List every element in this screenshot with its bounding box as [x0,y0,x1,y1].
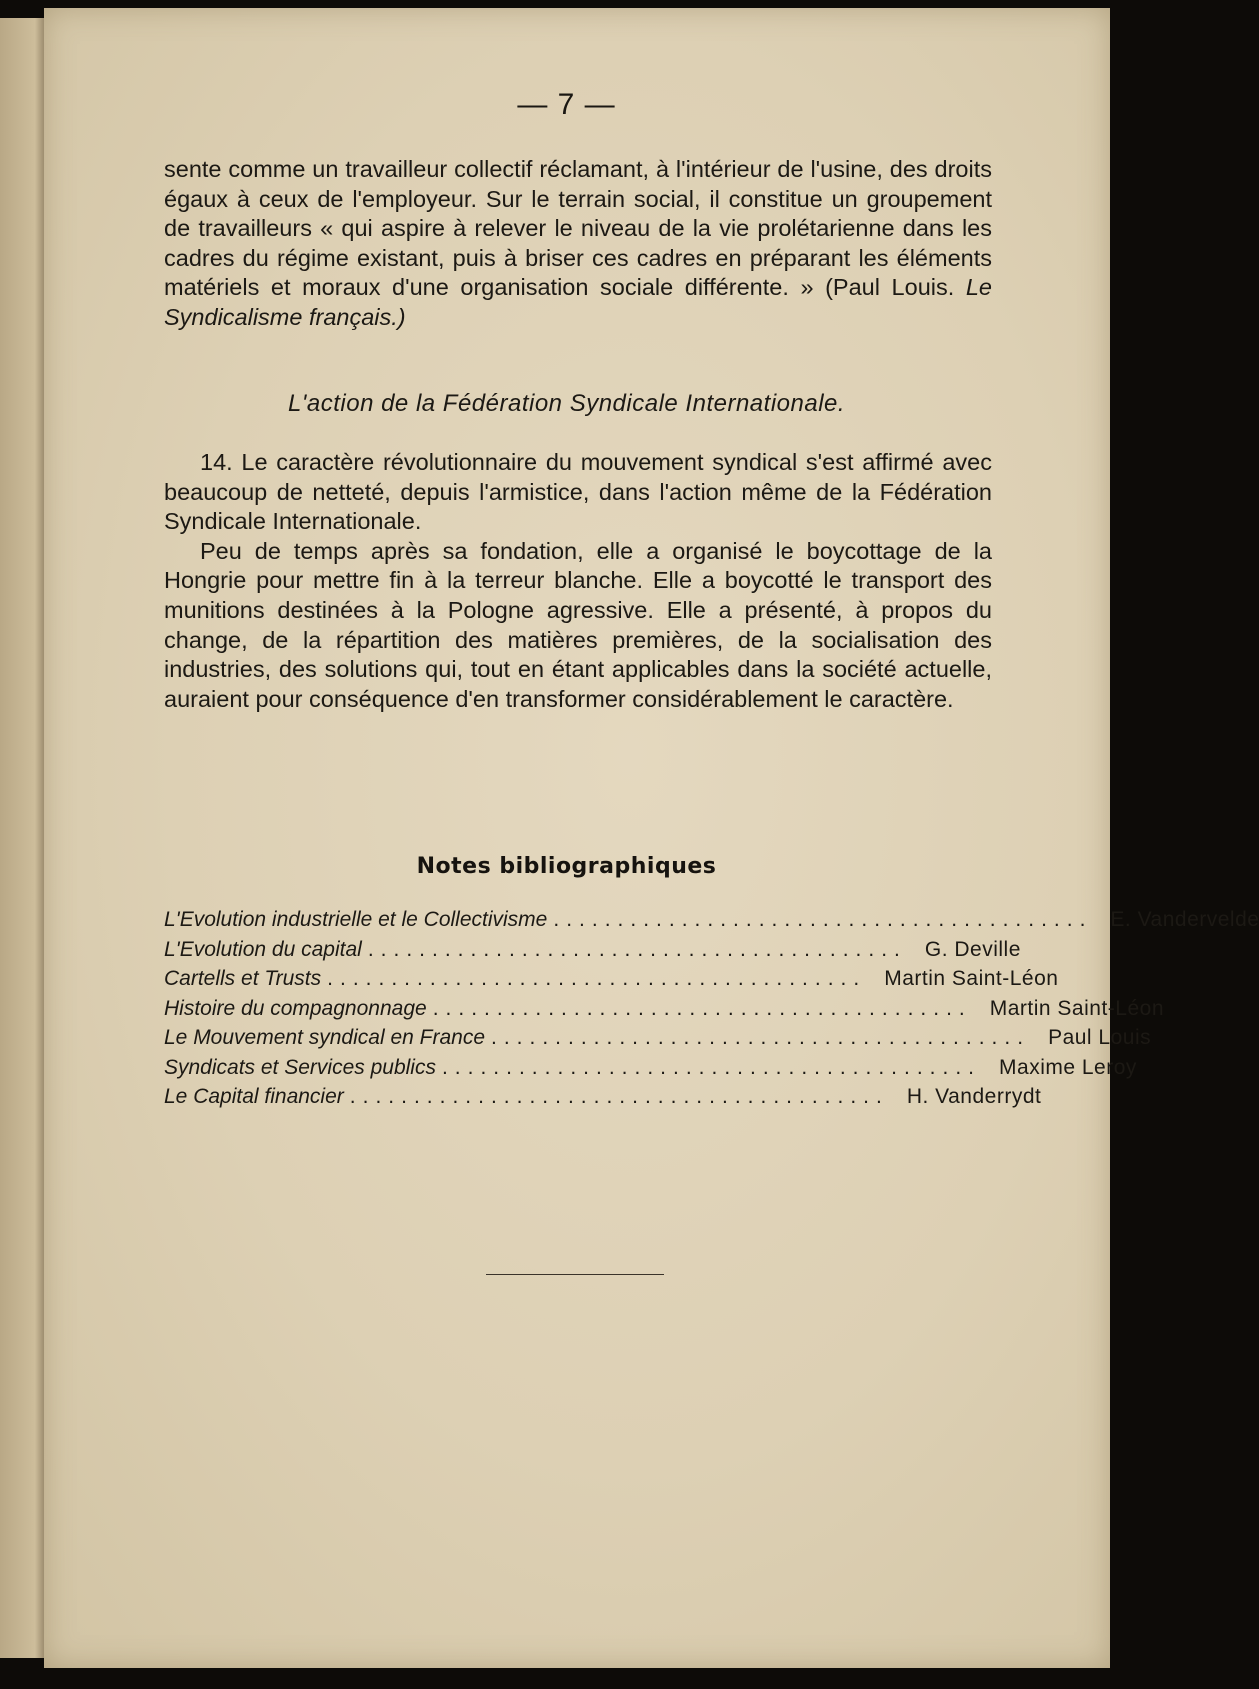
dot-leader: .......................................... [553,908,1093,931]
bibliography-entry [164,1055,1137,1086]
bibliography-title-text: Le Mouvement syndical en France [164,1026,485,1049]
paragraph-block [164,448,992,714]
bibliography-list [164,908,1259,1115]
bibliography-entry [164,908,1259,938]
bibliography-title: Notes bibliographiques [416,854,717,879]
bibliography-author: Maxime Leroy [999,1055,1137,1079]
bibliography-title-text: Syndicats et Services publics [164,1055,436,1079]
page-number: — 7 — [517,88,616,121]
paragraph-2: 14. Le caractère révolutionnaire du mouvement syndical s'est affirmé avec beaucoup de netteté, depuis l'armistice, dans l'action même de la Fédération Syndicale Internationale. [164,449,992,535]
paragraph-1-citation: Le Syndicalisme français.) [164,274,992,330]
section-heading: L'action de la Fédération Syndicale Internationale. [287,390,846,417]
bibliography-entry [164,967,1059,997]
dot-leader: .......................................... [367,937,907,961]
bibliography-author: Martin Saint-Léon [884,967,1059,990]
left-page-edge [0,18,50,1658]
bibliography-entry [164,937,1021,968]
bibliography-entry [164,1026,1152,1056]
paragraph-1-text: sente comme un travailleur collectif réclamant, à l'intérieur de l'usine, des droits égaux à ceux de l'employeur. Sur le terrain social, il constitue un groupement de travailleurs « qui aspire à relever le niveau de la vie prolétarienne dans les cadres du régime existant, puis à briser ces cadres en préparant les éléments matériels et moraux d'une organisation sociale différente. » (Paul Louis. [164,156,992,301]
bibliography-author: E. Vandervelde [1110,908,1259,931]
bibliography-title-text: L'Evolution industrielle et le Collectivisme [164,908,548,931]
bibliography-title-text: L'Evolution du capital [164,937,362,961]
bibliography-title-text: Cartells et Trusts [164,967,322,990]
bibliography-author: H. Vanderrydt [906,1085,1042,1108]
paragraph-3: Peu de temps après sa fondation, elle a organisé le boycottage de la Hongrie pour mettre fin à la terreur blanche. Elle a boycotté le transport des munitions destinées à la Pologne agressive. Elle a présenté, à propos du change, de la répartition des matières premières, de la socialisation des industries, des solutions qui, tout en étant applicables dans la société actuelle, auraient pour conséquence d'en transformer considérablement le caractère. [164,537,992,712]
dot-leader: .......................................... [349,1085,889,1108]
bibliography-entry [164,996,1165,1027]
dot-leader: .......................................... [327,967,867,990]
bibliography-title-text: Histoire du compagnonnage [164,996,427,1020]
closing-rule [486,1274,664,1275]
dot-leader: .......................................... [491,1026,1031,1049]
paragraph-1 [164,155,992,333]
bibliography-author: Martin Saint-Léon [989,996,1165,1020]
dot-leader: .......................................... [432,996,972,1020]
dot-leader: .......................................... [441,1055,982,1079]
bibliography-title-text: Le Capital financier [164,1085,344,1108]
bibliography-author: Paul Louis [1048,1026,1152,1049]
bibliography-author: G. Deville [924,937,1021,961]
bibliography-entry [164,1085,1042,1115]
